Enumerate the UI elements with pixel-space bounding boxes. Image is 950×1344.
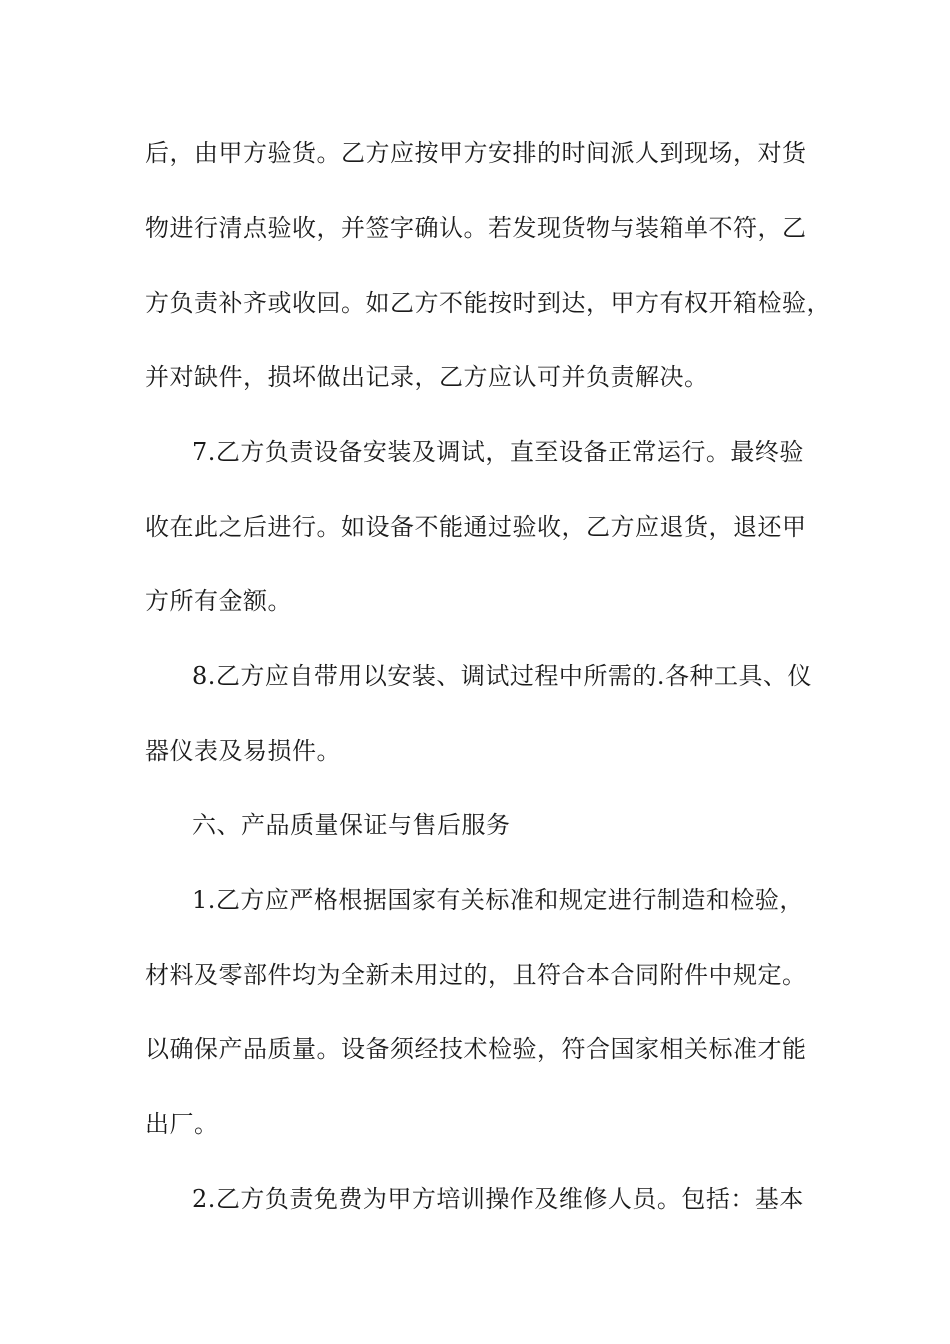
text-line: 物进行清点验收，并签字确认。若发现货物与装箱单不符，乙 xyxy=(145,214,807,242)
text-line: 并对缺件，损坏做出记录，乙方应认可并负责解决。 xyxy=(145,363,709,391)
text-line: 收在此之后进行。如设备不能通过验收，乙方应退货，退还甲 xyxy=(145,513,807,541)
text-line: 材料及零部件均为全新未用过的，且符合本合同附件中规定。 xyxy=(145,961,807,989)
text-line: 方负责补齐或收回。如乙方不能按时到达，甲方有权开箱检验， xyxy=(145,289,831,317)
text-line: 方所有金额。 xyxy=(145,587,292,615)
text-line: 以确保产品质量。设备须经技术检验，符合国家相关标准才能 xyxy=(145,1035,807,1063)
text-line: 7.乙方负责设备安装及调试，直至设备正常运行。最终验 xyxy=(192,438,804,466)
text-line: 1.乙方应严格根据国家有关标准和规定进行制造和检验， xyxy=(192,886,804,914)
text-line: 后，由甲方验货。乙方应按甲方安排的时间派人到现场，对货 xyxy=(145,139,807,167)
text-line: 出厂。 xyxy=(145,1110,219,1138)
text-line: 2.乙方负责免费为甲方培训操作及维修人员。包括：基本 xyxy=(192,1185,804,1213)
text-line: 器仪表及易损件。 xyxy=(145,737,341,765)
section-heading: 六、产品质量保证与售后服务 xyxy=(192,811,511,839)
text-line: 8.乙方应自带用以安装、调试过程中所需的.各种工具、仪 xyxy=(192,662,813,690)
